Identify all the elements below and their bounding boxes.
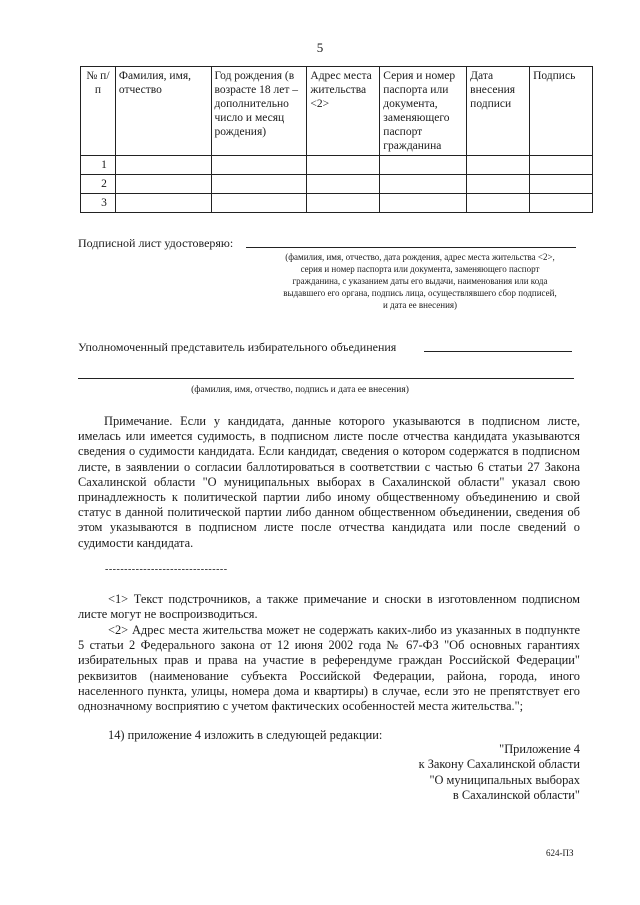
cell-signature[interactable] [530, 156, 593, 175]
table-row [81, 194, 593, 213]
cell-passport[interactable] [380, 156, 467, 175]
footnote-2: <2> Адрес места жительства может не содержать каких-либо из указанных в подпункте 5 статьи 2 Федерального закона от 12 июня 2002 года № 67-ФЗ "Об основных гарантиях избирательных прав и права на участие в референдуме граждан Российской Федерации" реквизитов (наименование субъекта Российской Федерации, района, города, иного населенного пункта, улицы, номера дома и квартиры) в случае, если это не препятствует его однозначному восприятию с учетом фактических особенностей места жительства."; [78, 623, 580, 714]
header-date: Дата внесения подписи [467, 67, 530, 156]
appendix-line-4: в Сахалинской области" [452, 788, 580, 803]
cell-name[interactable] [115, 194, 211, 213]
footnote-1: <1> Текст подстрочников, а также примечание и сноски в изготовленном подписном листе могут не воспроизводиться. [78, 592, 580, 622]
cell-address[interactable] [307, 156, 380, 175]
header-birth-year: Год рождения (в возрасте 18 лет – дополнительно число и месяц рождения) [211, 67, 307, 156]
table-row [81, 175, 593, 194]
cell-name[interactable] [115, 175, 211, 194]
cell-address[interactable] [307, 175, 380, 194]
appendix-line-3: "О муниципальных выборах [429, 772, 580, 787]
representative-caption: (фамилия, имя, отчество, подпись и дата ее внесения) [191, 385, 409, 395]
cell-signature[interactable] [530, 194, 593, 213]
header-address: Адрес места жительства <2> [307, 67, 380, 156]
appendix-line-1: "Приложение 4 [499, 742, 580, 756]
cell-date[interactable] [467, 194, 530, 213]
representative-underline[interactable] [424, 351, 572, 352]
header-passport: Серия и номер паспорта или документа, заменяющего паспорт гражданина [380, 67, 467, 156]
row-number: 2 [81, 175, 116, 194]
certify-caption: (фамилия, имя, отчество, дата рождения, адрес места жительства <2>, серия и номер паспорта или документа, заменяющего паспорт гражданина, с указанием даты его выдачи, наименования или кода выдавшего его органа, подпись лица, осуществлявшего сбор подписей, и дата ее внесения) [283, 252, 557, 310]
table-row [81, 156, 593, 175]
row-number: 3 [81, 194, 116, 213]
table-header-row [81, 67, 593, 156]
header-signature: Подпись [530, 67, 593, 156]
representative-underline-2[interactable] [78, 378, 574, 379]
footnote-separator: -------------------------------- [105, 564, 228, 575]
note-paragraph: Примечание. Если у кандидата, данные которого указываются в подписном листе, имелась или имеется судимость, в подписном листе после отчества кандидата указываются сведения о судимости кандидата. Если кандидат, сведения о котором содержатся в подписном листе, в заявлении о согласии баллотироваться в соответствии с частью 6 статьи 27 Закона Сахалинской области "О муниципальных выборах в Сахалинской области" указал свою принадлежность к политической партии либо иному общественному объединению и свой статус в данной политической партии либо данном общественном объединении, сведения об этом указываются в подписном листе после отчества кандидата или после сведений о судимости кандидата. [78, 414, 580, 550]
representative-label: Уполномоченный представитель избирательного объединения [78, 340, 397, 354]
header-number: № п/п [81, 67, 116, 156]
document-code: 624-ПЗ [546, 848, 574, 858]
header-name: Фамилия, имя, отчество [115, 67, 211, 156]
cell-passport[interactable] [380, 194, 467, 213]
appendix-header [300, 742, 580, 804]
item-14: 14) приложение 4 изложить в следующей редакции: [108, 728, 383, 742]
signature-table [80, 66, 593, 213]
cell-birth[interactable] [211, 194, 307, 213]
cell-date[interactable] [467, 175, 530, 194]
cell-address[interactable] [307, 194, 380, 213]
page-number: 5 [316, 40, 324, 55]
cell-passport[interactable] [380, 175, 467, 194]
cell-birth[interactable] [211, 156, 307, 175]
cell-signature[interactable] [530, 175, 593, 194]
appendix-line-2: к Закону Сахалинской области [418, 757, 580, 772]
certify-underline[interactable] [246, 247, 576, 248]
cell-date[interactable] [467, 156, 530, 175]
cell-birth[interactable] [211, 175, 307, 194]
certify-label: Подписной лист удостоверяю: [78, 236, 234, 250]
cell-name[interactable] [115, 156, 211, 175]
row-number: 1 [81, 156, 116, 175]
